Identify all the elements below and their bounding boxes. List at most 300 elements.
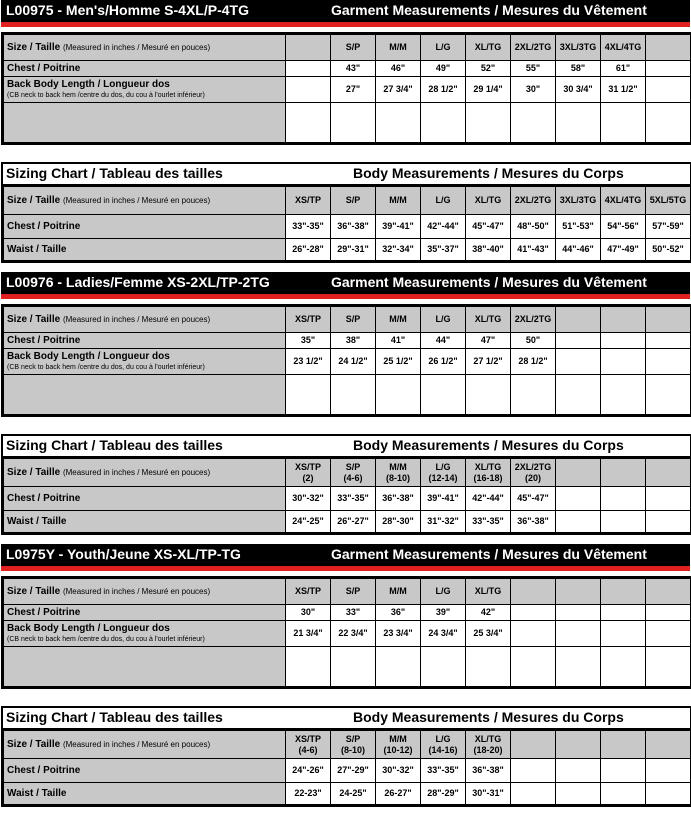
value-cell: 33"-35": [286, 215, 331, 239]
blank-label-cell: [4, 375, 286, 415]
value-cell: [511, 605, 556, 621]
value-cell: 50"-52": [646, 239, 691, 261]
size-note: (Measured in inches / Mesuré en pouces): [62, 587, 211, 596]
sizing-chart-header: [1, 434, 691, 456]
chest-label-text: Chest / Poitrine: [7, 63, 81, 74]
value-cell: 30": [286, 605, 331, 621]
blank-cell: [466, 103, 511, 143]
size-label-text: Size / Taille: [7, 586, 61, 597]
value-cell: 25 1/2": [376, 349, 421, 375]
youth-size-range: (12-14): [428, 472, 458, 483]
value-cell: 28"-29": [421, 783, 466, 805]
chest-label-text: Chest / Poitrine: [7, 493, 81, 504]
size-code: S/P: [345, 461, 361, 472]
value-cell: 39"-41": [421, 487, 466, 511]
size-header-cell: [286, 459, 331, 487]
value-cell: 24-25": [331, 783, 376, 805]
blank-cell: [601, 647, 646, 687]
size-header-cell: M/M: [376, 35, 421, 61]
value-cell: 45"-47": [511, 487, 556, 511]
value-cell: [601, 333, 646, 349]
blank-cell: [646, 647, 691, 687]
value-cell: 42"-44": [421, 215, 466, 239]
back-length-label-text: Back Body Length / Longueur dos: [7, 622, 170, 634]
size-label: [4, 459, 286, 487]
size-label-text: Size / Taille: [7, 195, 61, 206]
value-cell: 27 3/4": [376, 77, 421, 103]
value-cell: [556, 783, 601, 805]
value-cell: 39": [421, 605, 466, 621]
value-cell: 44": [421, 333, 466, 349]
value-cell: [601, 783, 646, 805]
value-cell: 21 3/4": [286, 621, 331, 647]
size-header-cell: 3XL/3TG: [556, 35, 601, 61]
blank-cell: [331, 375, 376, 415]
waist-row-label: [4, 511, 286, 533]
blank-cell: [421, 375, 466, 415]
blank-cell: [286, 647, 331, 687]
sizing-chart-title: Sizing Chart / Tableau des tailles: [6, 437, 223, 453]
back-length-label: [4, 77, 286, 103]
blank-cell: [286, 375, 331, 415]
garment-header: [1, 272, 690, 299]
size-header-cell: [466, 187, 511, 215]
value-cell: [601, 487, 646, 511]
value-cell: 27": [331, 77, 376, 103]
size-row: [4, 731, 691, 759]
garment-table: [1, 32, 691, 145]
value-cell: 22 3/4": [331, 621, 376, 647]
body-table: [1, 184, 691, 263]
value-cell: 25 3/4": [466, 621, 511, 647]
blank-label-cell: [4, 103, 286, 143]
youth-size-range: (4-6): [343, 472, 363, 483]
value-cell: [286, 77, 331, 103]
sizing-chart-header: [1, 162, 691, 184]
youth-size-range: (14-16): [428, 744, 458, 755]
size-header-cell: [376, 731, 421, 759]
youth-size-range: (10-12): [383, 744, 413, 755]
blank-cell: [556, 375, 601, 415]
size-row: [4, 187, 691, 215]
value-cell: [601, 349, 646, 375]
size-code: L/G: [435, 195, 451, 205]
value-cell: 49": [421, 61, 466, 77]
size-header-cell: [556, 731, 601, 759]
size-code: L/G: [435, 461, 451, 472]
value-cell: [556, 349, 601, 375]
value-cell: 31 1/2": [601, 77, 646, 103]
blank-cell: [556, 647, 601, 687]
value-cell: [646, 349, 691, 375]
value-cell: [601, 621, 646, 647]
value-cell: [646, 333, 691, 349]
size-header-cell: [286, 35, 331, 61]
garment-measurements-title: Garment Measurements / Mesures du Vêtement: [331, 546, 647, 562]
size-code: 5XL/5TG: [649, 195, 687, 205]
blank-cell: [331, 103, 376, 143]
value-cell: 30"-32": [286, 487, 331, 511]
size-note: (Measured in inches / Mesuré en pouces): [62, 196, 211, 205]
waist-row: [4, 239, 691, 261]
size-header-cell: [511, 459, 556, 487]
sizing-chart-title: Sizing Chart / Tableau des tailles: [6, 165, 223, 181]
value-cell: 61": [601, 61, 646, 77]
back-length-label-text: Back Body Length / Longueur dos: [7, 78, 170, 90]
size-header-cell: XL/TG: [466, 35, 511, 61]
size-header-cell: [331, 459, 376, 487]
size-header-cell: XS/TP: [286, 579, 331, 605]
value-cell: 26"-27": [331, 511, 376, 533]
value-cell: 32"-34": [376, 239, 421, 261]
size-header-cell: S/P: [331, 35, 376, 61]
size-header-cell: 2XL/2TG: [511, 307, 556, 333]
size-label: [4, 731, 286, 759]
chest-label-text: Chest / Poitrine: [7, 221, 81, 232]
size-header-cell: [556, 307, 601, 333]
value-cell: 36": [376, 605, 421, 621]
size-code: XL/TG: [474, 461, 502, 472]
value-cell: 45"-47": [466, 215, 511, 239]
size-code: XS/TP: [294, 733, 321, 744]
body-table: [1, 456, 691, 535]
value-cell: [511, 621, 556, 647]
size-header-cell: L/G: [421, 579, 466, 605]
value-cell: 33"-35": [331, 487, 376, 511]
size-header-cell: [286, 187, 331, 215]
size-label: [4, 35, 286, 61]
value-cell: 27 1/2": [466, 349, 511, 375]
waist-label-text: Waist / Taille: [7, 244, 67, 255]
size-header-cell: [556, 459, 601, 487]
youth-size-range: (2): [302, 472, 314, 483]
size-note: (Measured in inches / Mesuré en pouces): [62, 468, 211, 477]
size-header-cell: [646, 307, 691, 333]
size-header-cell: [511, 187, 556, 215]
value-cell: 36"-38": [331, 215, 376, 239]
body-measurements-title: Body Measurements / Mesures du Corps: [353, 709, 624, 725]
value-cell: 43": [331, 61, 376, 77]
size-row: [4, 459, 691, 487]
blank-cell: [466, 647, 511, 687]
blank-cell: [286, 103, 331, 143]
blank-cell: [376, 103, 421, 143]
chest-row-label: [4, 759, 286, 783]
garment-header: [1, 0, 690, 27]
value-cell: [556, 333, 601, 349]
size-header-cell: [646, 35, 691, 61]
size-label-text: Size / Taille: [7, 467, 61, 478]
value-cell: 42"-44": [466, 487, 511, 511]
back-length-row: [4, 77, 691, 103]
value-cell: 33": [331, 605, 376, 621]
size-label: [4, 307, 286, 333]
value-cell: 22-23": [286, 783, 331, 805]
garment-table: [1, 576, 691, 689]
product-title: L00976 - Ladies/Femme XS-2XL/TP-2TG: [6, 274, 270, 290]
value-cell: 51"-53": [556, 215, 601, 239]
chest-row: [4, 605, 691, 621]
size-header-cell: XL/TG: [466, 579, 511, 605]
value-cell: 54"-56": [601, 215, 646, 239]
size-code: 4XL/4TG: [604, 195, 642, 205]
value-cell: [556, 759, 601, 783]
size-header-cell: 2XL/2TG: [511, 35, 556, 61]
value-cell: 39"-41": [376, 215, 421, 239]
value-cell: 47"-49": [601, 239, 646, 261]
size-header-cell: L/G: [421, 307, 466, 333]
size-row: [4, 35, 691, 61]
chest-row-label: [4, 487, 286, 511]
size-header-cell: [601, 579, 646, 605]
youth-size-range: (8-10): [385, 472, 410, 483]
size-header-cell: M/M: [376, 579, 421, 605]
size-label-text: Size / Taille: [7, 314, 61, 325]
size-code: 2XL/2TG: [514, 461, 552, 472]
size-header-cell: S/P: [331, 307, 376, 333]
blank-cell: [376, 375, 421, 415]
value-cell: 46": [376, 61, 421, 77]
value-cell: 50": [511, 333, 556, 349]
value-cell: [646, 759, 691, 783]
size-header-cell: [646, 731, 691, 759]
value-cell: [511, 783, 556, 805]
blank-cell: [421, 103, 466, 143]
value-cell: 36"-38": [466, 759, 511, 783]
size-header-cell: [466, 459, 511, 487]
body-measurements-title: Body Measurements / Mesures du Corps: [353, 437, 624, 453]
value-cell: 36"-38": [511, 511, 556, 533]
value-cell: 35": [286, 333, 331, 349]
size-header-cell: [466, 731, 511, 759]
value-cell: [556, 605, 601, 621]
body-measurements-title: Body Measurements / Mesures du Corps: [353, 165, 624, 181]
size-header-cell: [376, 187, 421, 215]
size-header-cell: XS/TP: [286, 307, 331, 333]
value-cell: 30"-32": [376, 759, 421, 783]
value-cell: 26 1/2": [421, 349, 466, 375]
youth-size-range: (16-18): [473, 472, 503, 483]
body-table: [1, 728, 691, 807]
size-header-cell: [601, 307, 646, 333]
size-row: [4, 579, 691, 605]
youth-size-range: (8-10): [340, 744, 365, 755]
value-cell: [601, 511, 646, 533]
size-header-cell: 4XL/4TG: [601, 35, 646, 61]
value-cell: 31"-32": [421, 511, 466, 533]
value-cell: 28 1/2": [511, 349, 556, 375]
size-header-cell: [421, 459, 466, 487]
value-cell: [646, 621, 691, 647]
value-cell: [646, 77, 691, 103]
size-header-cell: [286, 731, 331, 759]
size-header-cell: XL/TG: [466, 307, 511, 333]
size-label: [4, 187, 286, 215]
garment-table: [1, 304, 691, 417]
size-header-cell: S/P: [331, 579, 376, 605]
value-cell: [556, 511, 601, 533]
value-cell: [646, 511, 691, 533]
waist-label-text: Waist / Taille: [7, 516, 67, 527]
back-length-row: [4, 621, 691, 647]
back-length-label: [4, 621, 286, 647]
blank-cell: [376, 647, 421, 687]
back-length-label-text: Back Body Length / Longueur dos: [7, 350, 170, 362]
blank-cell: [556, 103, 601, 143]
size-code: M/M: [389, 733, 407, 744]
size-code: S/P: [345, 733, 361, 744]
size-note: (Measured in inches / Mesuré en pouces): [62, 740, 211, 749]
waist-row: [4, 511, 691, 533]
garment-measurements-title: Garment Measurements / Mesures du Vêtement: [331, 2, 647, 18]
value-cell: [601, 605, 646, 621]
value-cell: 58": [556, 61, 601, 77]
youth-size-range: (20): [524, 472, 541, 483]
value-cell: 33"-35": [421, 759, 466, 783]
value-cell: 57"-59": [646, 215, 691, 239]
blank-label-cell: [4, 647, 286, 687]
size-header-cell: [646, 187, 691, 215]
size-header-cell: [646, 579, 691, 605]
size-header-cell: [511, 731, 556, 759]
value-cell: 30": [511, 77, 556, 103]
value-cell: 24 3/4": [421, 621, 466, 647]
value-cell: 47": [466, 333, 511, 349]
size-label-text: Size / Taille: [7, 42, 61, 53]
size-header-cell: [331, 731, 376, 759]
value-cell: 29"-31": [331, 239, 376, 261]
value-cell: 28 1/2": [421, 77, 466, 103]
value-cell: 24"-26": [286, 759, 331, 783]
value-cell: 33"-35": [466, 511, 511, 533]
size-code: L/G: [435, 733, 451, 744]
chest-row: [4, 333, 691, 349]
value-cell: 26-27": [376, 783, 421, 805]
back-length-note: (CB neck to back hem /centre du dos, du cou à l'ourlet inférieur): [7, 91, 205, 99]
value-cell: [646, 61, 691, 77]
value-cell: [556, 487, 601, 511]
back-length-label: [4, 349, 286, 375]
value-cell: 41": [376, 333, 421, 349]
size-header-cell: [421, 187, 466, 215]
product-title: L00975 - Men's/Homme S-4XL/P-4TG: [6, 2, 249, 18]
blank-cell: [421, 647, 466, 687]
size-header-cell: M/M: [376, 307, 421, 333]
blank-cell: [646, 103, 691, 143]
sizing-chart-title: Sizing Chart / Tableau des tailles: [6, 709, 223, 725]
youth-size-range: (18-20): [473, 744, 503, 755]
chest-row: [4, 487, 691, 511]
sizing-chart-header: [1, 706, 691, 728]
waist-row-label: [4, 239, 286, 261]
value-cell: 38": [331, 333, 376, 349]
value-cell: [646, 605, 691, 621]
chest-row: [4, 61, 691, 77]
chest-row: [4, 759, 691, 783]
blank-cell: [466, 375, 511, 415]
size-note: (Measured in inches / Mesuré en pouces): [62, 43, 211, 52]
size-code: S/P: [345, 195, 361, 205]
back-length-note: (CB neck to back hem /centre du dos, du cou à l'ourlet inférieur): [7, 635, 205, 643]
blank-row: [4, 103, 691, 143]
size-header-cell: [376, 459, 421, 487]
size-header-cell: [601, 459, 646, 487]
value-cell: 48"-50": [511, 215, 556, 239]
value-cell: 28"-30": [376, 511, 421, 533]
blank-cell: [601, 103, 646, 143]
value-cell: 38"-40": [466, 239, 511, 261]
chest-row: [4, 215, 691, 239]
size-label: [4, 579, 286, 605]
value-cell: 27"-29": [331, 759, 376, 783]
youth-size-range: (4-6): [298, 744, 318, 755]
size-code: XL/TG: [474, 195, 502, 205]
value-cell: [286, 61, 331, 77]
size-label-text: Size / Taille: [7, 739, 61, 750]
value-cell: 26"-28": [286, 239, 331, 261]
back-length-row: [4, 349, 691, 375]
chest-label-text: Chest / Poitrine: [7, 607, 81, 618]
size-code: M/M: [389, 195, 407, 205]
value-cell: 44"-46": [556, 239, 601, 261]
chest-label-text: Chest / Poitrine: [7, 335, 81, 346]
garment-header: [1, 544, 690, 571]
blank-row: [4, 375, 691, 415]
value-cell: 30"-31": [466, 783, 511, 805]
value-cell: 24"-25": [286, 511, 331, 533]
size-header-cell: [511, 579, 556, 605]
waist-row: [4, 783, 691, 805]
blank-row: [4, 647, 691, 687]
blank-cell: [511, 103, 556, 143]
chest-row-label: [4, 605, 286, 621]
value-cell: [601, 759, 646, 783]
size-header-cell: [556, 187, 601, 215]
value-cell: 23 3/4": [376, 621, 421, 647]
chest-label-text: Chest / Poitrine: [7, 765, 81, 776]
value-cell: 24 1/2": [331, 349, 376, 375]
garment-measurements-title: Garment Measurements / Mesures du Vêtement: [331, 274, 647, 290]
value-cell: 23 1/2": [286, 349, 331, 375]
size-code: 3XL/3TG: [559, 195, 597, 205]
blank-cell: [511, 647, 556, 687]
blank-cell: [646, 375, 691, 415]
size-code: M/M: [389, 461, 407, 472]
product-title: L0975Y - Youth/Jeune XS-XL/TP-TG: [6, 546, 241, 562]
value-cell: [511, 759, 556, 783]
chest-row-label: [4, 333, 286, 349]
back-length-note: (CB neck to back hem /centre du dos, du cou à l'ourlet inférieur): [7, 363, 205, 371]
size-header-cell: [421, 731, 466, 759]
chest-row-label: [4, 61, 286, 77]
value-cell: [556, 621, 601, 647]
size-note: (Measured in inches / Mesuré en pouces): [62, 315, 211, 324]
value-cell: 29 1/4": [466, 77, 511, 103]
size-code: XS/TP: [294, 195, 321, 205]
blank-cell: [601, 375, 646, 415]
value-cell: 55": [511, 61, 556, 77]
value-cell: 41"-43": [511, 239, 556, 261]
value-cell: 30 3/4": [556, 77, 601, 103]
blank-cell: [511, 375, 556, 415]
size-header-cell: [601, 731, 646, 759]
blank-cell: [331, 647, 376, 687]
value-cell: 36"-38": [376, 487, 421, 511]
size-header-cell: [646, 459, 691, 487]
size-header-cell: L/G: [421, 35, 466, 61]
value-cell: [646, 487, 691, 511]
value-cell: 52": [466, 61, 511, 77]
